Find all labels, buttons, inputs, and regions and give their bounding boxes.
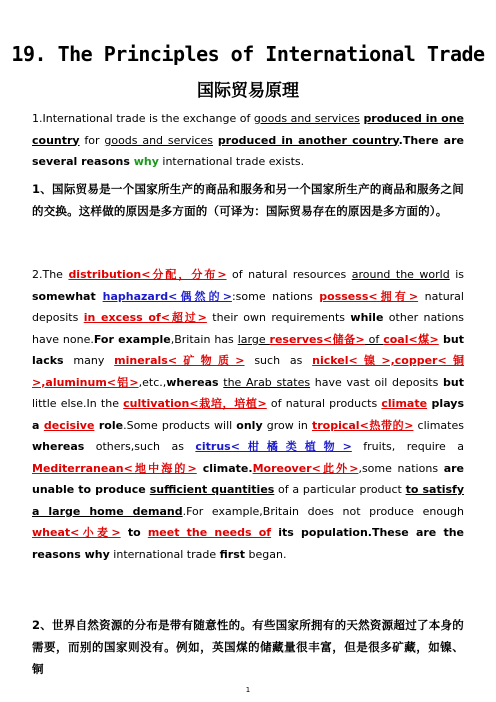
page-number: 1 <box>245 686 251 694</box>
paragraph-2-english: 2.The distribution<分配，分布> of natural resources around the world is somewhat haphazard<偶然的>:some nations possess<拥有> natural deposits in excess of<超过> their own requirements while other nations have none.For example,Britain has large reserves<储备> of coal<煤> but lacks many minerals<矿物质> such as nickel<镍>,copper<铜>,aluminum<铝>,etc.,whereas the Arab states have vast oil deposits but little else.In the cultivation<栽培，培植> of natural products climate plays a decisive role.Some products will only grow in tropical<热带的> climates whereas others,such as citrus<柑橘类植物> fruits, require a Mediterranean<地中海的> climate.Moreover<此外>,some nations are unable to produce sufficient quantities of a particular product to satisfy a large home demand.For example,Britain does not produce enough wheat<小麦> to meet the needs of its population.These are the reasons why international trade first began. <box>32 268 465 561</box>
paragraph-2-chinese: 2、世界自然资源的分布是带有随意性的。有些国家所拥有的天然资源超过了本身的需要，而别的国家则没有。例如，英国煤的储藏量很丰富，但是很多矿藏，如镍、铜 <box>32 618 464 676</box>
paragraph-1-chinese: 1、国际贸易是一个国家所生产的商品和服务和另一个国家所生产的商品和服务之间的交换。这样做的原因是多方面的（可译为：国际贸易存在的原因是多方面的）。 <box>32 182 464 218</box>
page-title: 19. The Principles of International Trade <box>11 42 485 66</box>
page-subtitle: 国际贸易原理 <box>197 81 299 101</box>
paragraph-1-english: 1.International trade is the exchange of goods and services produced in one country for goods and services produced in another country.There are several reasons why international trade exists. <box>32 112 464 168</box>
